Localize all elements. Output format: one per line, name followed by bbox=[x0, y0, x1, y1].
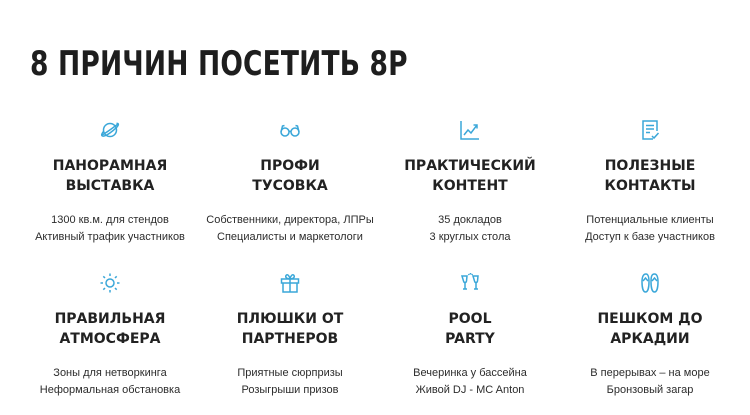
checklist-icon bbox=[638, 118, 662, 142]
reason-card bbox=[560, 271, 740, 411]
gift-icon bbox=[278, 271, 302, 295]
reason-description: Вечеринка у бассейна Живой DJ - MC Anton bbox=[413, 367, 527, 396]
chart-icon bbox=[458, 118, 482, 142]
reason-title: ПЛЮШКИ ОТ ПАРТНЕРОВ bbox=[236, 311, 344, 347]
reason-card bbox=[200, 271, 380, 411]
reason-card bbox=[20, 271, 200, 411]
reason-card bbox=[200, 118, 380, 271]
reason-title: ПЕШКОМ ДО АРКАДИИ bbox=[597, 311, 703, 347]
reason-card bbox=[560, 118, 740, 271]
reason-card bbox=[380, 118, 560, 271]
flip-flops-icon bbox=[638, 271, 662, 295]
reasons-row-2 bbox=[20, 271, 740, 411]
page-title: 8 ПРИЧИН ПОСЕТИТЬ 8P bbox=[30, 44, 408, 84]
reasons-grid bbox=[20, 118, 740, 411]
sun-icon bbox=[98, 271, 122, 295]
reason-title: ПАНОРАМНАЯ ВЫСТАВКА bbox=[52, 158, 168, 194]
reason-description: 1300 кв.м. для стендов Активный трафик участников bbox=[35, 214, 185, 243]
reason-title: POOL PARTY bbox=[445, 311, 495, 347]
reason-description: Зоны для нетворкинга Неформальная обстановка bbox=[39, 367, 181, 396]
reason-description: В перерывах – на море Бронзовый загар bbox=[590, 367, 710, 396]
reason-title: ПРАКТИЧЕСКИЙ КОНТЕНТ bbox=[404, 158, 536, 194]
reason-card bbox=[380, 271, 560, 411]
planet-icon bbox=[98, 118, 122, 142]
reason-description: 35 докладов 3 круглых стола bbox=[429, 214, 511, 243]
glasses-icon bbox=[278, 118, 302, 142]
reason-description: Потенциальные клиенты Доступ к базе участников bbox=[585, 214, 715, 243]
reasons-row-1 bbox=[20, 118, 740, 271]
reason-title: ПРАВИЛЬНАЯ АТМОСФЕРА bbox=[54, 311, 166, 347]
reason-description: Приятные сюрпризы Розыгрыши призов bbox=[237, 367, 343, 396]
reason-description: Собственники, директора, ЛПРы Специалисты и маркетологи bbox=[206, 214, 374, 243]
cheers-icon bbox=[458, 271, 482, 295]
reason-card bbox=[20, 118, 200, 271]
reason-title: ПРОФИ ТУСОВКА bbox=[252, 158, 328, 194]
reason-title: ПОЛЕЗНЫЕ КОНТАКТЫ bbox=[604, 158, 696, 194]
